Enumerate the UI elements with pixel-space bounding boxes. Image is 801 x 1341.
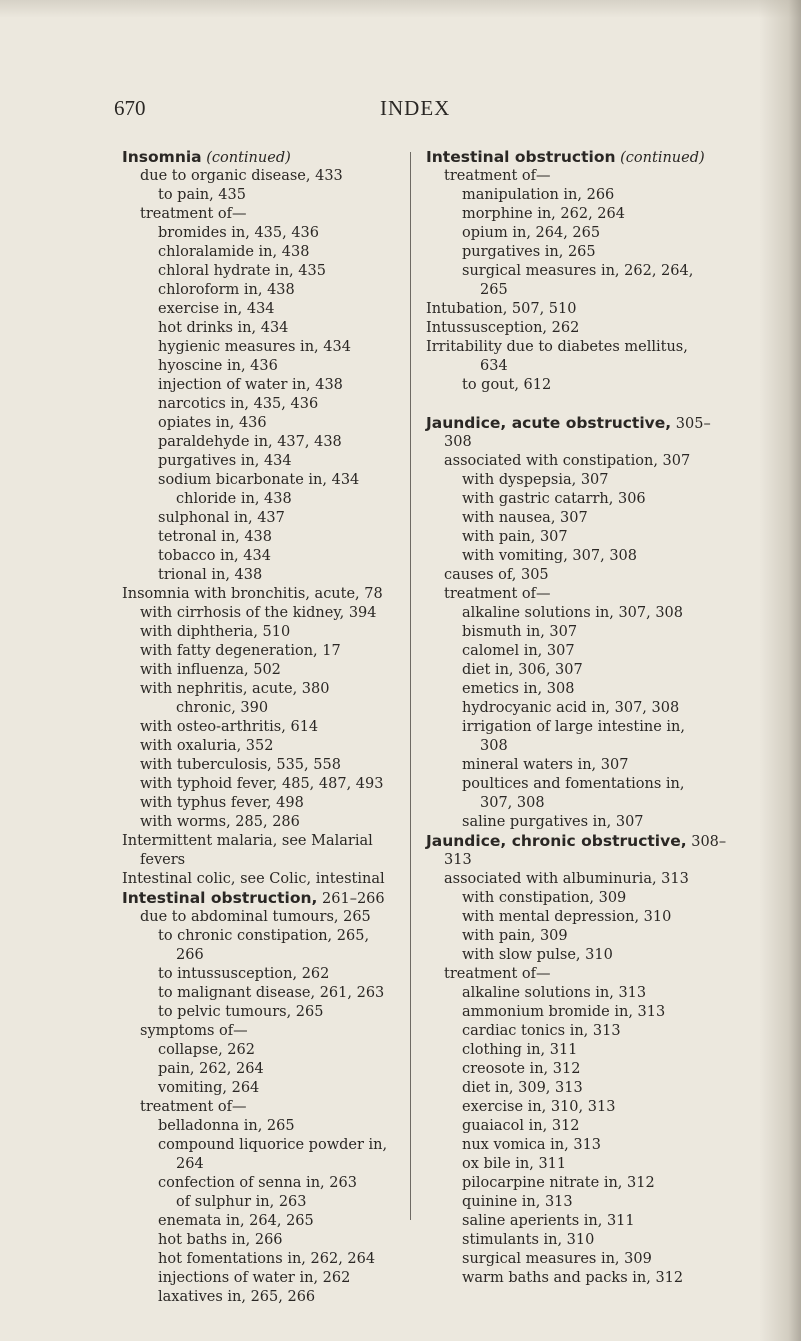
entry-text: to intussusception, 262 — [158, 966, 330, 982]
entry-text: 308– — [686, 834, 727, 850]
entry-text: quinine in, 313 — [462, 1194, 573, 1210]
entry-text: compound liquorice powder in, — [158, 1137, 388, 1153]
entry-text: hygienic measures in, 434 — [158, 339, 351, 355]
entry-text: tetronal in, 438 — [158, 529, 272, 545]
entry-text: to gout, 612 — [462, 377, 552, 393]
index-subentry — [426, 1231, 756, 1250]
index-entry — [122, 889, 422, 908]
index-subentry — [426, 1117, 756, 1136]
entry-heading: Jaundice, chronic obstructive, — [426, 832, 687, 850]
entry-heading: Intestinal obstruction — [426, 148, 616, 166]
index-subentry — [122, 509, 422, 528]
index-subentry — [426, 699, 756, 718]
entry-text: Intubation, 507, 510 — [426, 301, 577, 317]
index-subentry — [122, 680, 422, 699]
index-subentry — [426, 756, 756, 775]
entry-text: with cirrhosis of the kidney, 394 — [140, 605, 377, 621]
entry-text: paraldehyde in, 437, 438 — [158, 434, 342, 450]
entry-text: nux vomica in, 313 — [462, 1137, 602, 1153]
entry-text: Intussusception, 262 — [426, 320, 580, 336]
entry-text: cardiac tonics in, 313 — [462, 1023, 621, 1039]
index-subentry — [426, 851, 756, 870]
index-subentry — [426, 509, 756, 528]
entry-text: exercise in, 434 — [158, 301, 275, 317]
entry-text: 264 — [176, 1156, 204, 1172]
index-subentry — [122, 965, 422, 984]
index-subentry — [122, 167, 422, 186]
entry-text: treatment of— — [444, 586, 551, 602]
entry-text: treatment of— — [140, 1099, 247, 1115]
index-subentry — [122, 1288, 422, 1307]
entry-text: confection of senna in, 263 — [158, 1175, 357, 1191]
entry-text: irrigation of large intestine in, — [462, 719, 686, 735]
entry-text: hot fomentations in, 262, 264 — [158, 1251, 376, 1267]
entry-text: sulphonal in, 437 — [158, 510, 285, 526]
index-subentry — [122, 642, 422, 661]
index-subentry — [122, 319, 422, 338]
entry-text: Irritability due to diabetes mellitus, — [426, 339, 688, 355]
entry-text: trional in, 438 — [158, 567, 263, 583]
entry-text: stimulants in, 310 — [462, 1232, 595, 1248]
index-subentry — [426, 1155, 756, 1174]
index-subentry — [122, 224, 422, 243]
index-subentry — [426, 1003, 756, 1022]
entry-text: surgical measures in, 262, 264, — [462, 263, 694, 279]
entry-text: morphine in, 262, 264 — [462, 206, 625, 222]
entry-text: causes of, 305 — [444, 567, 549, 583]
index-subentry — [122, 357, 422, 376]
entry-text: collapse, 262 — [158, 1042, 255, 1058]
index-subentry — [426, 680, 756, 699]
index-subentry — [122, 1250, 422, 1269]
entry-text: pilocarpine nitrate in, 312 — [462, 1175, 655, 1191]
index-subentry — [426, 566, 756, 585]
entry-text: ox bile in, 311 — [462, 1156, 567, 1172]
index-subentry — [426, 1136, 756, 1155]
index-entry — [122, 148, 422, 167]
entry-text: exercise in, 310, 313 — [462, 1099, 616, 1115]
entry-text: emetics in, 308 — [462, 681, 575, 697]
index-subentry — [122, 1041, 422, 1060]
entry-spacer — [426, 395, 756, 414]
entry-text: chloralamide in, 438 — [158, 244, 310, 260]
entry-text: injection of water in, 438 — [158, 377, 343, 393]
index-subentry — [122, 262, 422, 281]
entry-text: 307, 308 — [480, 795, 545, 811]
entry-text: calomel in, 307 — [462, 643, 575, 659]
entry-text: ammonium bromide in, 313 — [462, 1004, 666, 1020]
index-subentry — [426, 433, 756, 452]
entry-text: to malignant disease, 261, 263 — [158, 985, 385, 1001]
entry-text: with nausea, 307 — [462, 510, 588, 526]
entry-text: associated with constipation, 307 — [444, 453, 691, 469]
entry-text: 634 — [480, 358, 508, 374]
index-subentry — [426, 167, 756, 186]
index-subentry — [122, 547, 422, 566]
page-edge-shadow — [759, 0, 801, 1341]
entry-heading: Jaundice, acute obstructive, — [426, 414, 672, 432]
index-subentry — [122, 794, 422, 813]
entry-text: laxatives in, 265, 266 — [158, 1289, 316, 1305]
index-subentry — [426, 946, 756, 965]
index-subentry — [122, 1269, 422, 1288]
entry-text: poultices and fomentations in, — [462, 776, 685, 792]
index-subentry — [122, 338, 422, 357]
entry-text: belladonna in, 265 — [158, 1118, 295, 1134]
entry-text: to chronic constipation, 265, — [158, 928, 370, 944]
entry-text: bismuth in, 307 — [462, 624, 578, 640]
index-subentry — [426, 585, 756, 604]
entry-text: chloride in, 438 — [176, 491, 292, 507]
entry-text: purgatives in, 265 — [462, 244, 596, 260]
index-subentry — [426, 1079, 756, 1098]
entry-text: with pain, 307 — [462, 529, 568, 545]
entry-text: diet in, 309, 313 — [462, 1080, 583, 1096]
index-entry — [426, 832, 756, 851]
entry-text: pain, 262, 264 — [158, 1061, 264, 1077]
entry-heading: Insomnia — [122, 148, 202, 166]
index-subentry — [122, 376, 422, 395]
entry-text: guaiacol in, 312 — [462, 1118, 580, 1134]
page-number: 670 — [114, 96, 146, 120]
index-subentry — [122, 908, 422, 927]
entry-text: treatment of— — [140, 206, 247, 222]
entry-text: clothing in, 311 — [462, 1042, 578, 1058]
entry-text: surgical measures in, 309 — [462, 1251, 652, 1267]
index-column-right — [426, 148, 756, 1288]
continued-label: (continued) — [206, 150, 291, 166]
entry-text: to pain, 435 — [158, 187, 246, 203]
entry-text: mineral waters in, 307 — [462, 757, 629, 773]
entry-text: warm baths and packs in, 312 — [462, 1270, 684, 1286]
entry-text: with slow pulse, 310 — [462, 947, 613, 963]
index-subentry — [426, 737, 756, 756]
entry-text: due to abdominal tumours, 265 — [140, 909, 371, 925]
index-subentry — [426, 547, 756, 566]
index-subentry — [426, 528, 756, 547]
index-subentry — [426, 908, 756, 927]
entry-text: to pelvic tumours, 265 — [158, 1004, 324, 1020]
index-subentry — [426, 224, 756, 243]
entry-text: narcotics in, 435, 436 — [158, 396, 319, 412]
index-subentry — [122, 984, 422, 1003]
index-subentry — [122, 490, 422, 509]
index-subentry — [426, 1022, 756, 1041]
index-subentry — [426, 1193, 756, 1212]
index-subentry — [426, 718, 756, 737]
index-subentry — [122, 1231, 422, 1250]
index-entry — [426, 300, 756, 319]
index-subentry — [122, 756, 422, 775]
index-subentry — [426, 243, 756, 262]
index-subentry — [122, 623, 422, 642]
index-entry — [122, 832, 422, 851]
index-subentry — [426, 623, 756, 642]
index-subentry — [122, 414, 422, 433]
index-subentry — [122, 1060, 422, 1079]
index-subentry — [122, 946, 422, 965]
entry-text: fevers — [140, 852, 186, 868]
entry-text: treatment of— — [444, 168, 551, 184]
index-subentry — [122, 205, 422, 224]
index-subentry — [426, 1212, 756, 1231]
index-subentry — [122, 395, 422, 414]
entry-text: with nephritis, acute, 380 — [140, 681, 330, 697]
entry-text: bromides in, 435, 436 — [158, 225, 320, 241]
index-subentry — [122, 775, 422, 794]
entry-text: alkaline solutions in, 307, 308 — [462, 605, 684, 621]
entry-text: enemata in, 264, 265 — [158, 1213, 314, 1229]
index-subentry — [426, 813, 756, 832]
entry-text: diet in, 306, 307 — [462, 662, 583, 678]
index-subentry — [122, 1193, 422, 1212]
entry-text: 265 — [480, 282, 508, 298]
index-subentry — [122, 528, 422, 547]
entry-text: 266 — [176, 947, 204, 963]
index-subentry — [122, 661, 422, 680]
index-subentry — [426, 794, 756, 813]
index-subentry — [426, 775, 756, 794]
index-subentry — [122, 1155, 422, 1174]
entry-text: saline purgatives in, 307 — [462, 814, 644, 830]
index-subentry — [426, 642, 756, 661]
entry-heading: Intestinal obstruction, — [122, 889, 318, 907]
column-divider — [410, 152, 411, 1220]
index-subentry — [426, 376, 756, 395]
index-subentry — [122, 1003, 422, 1022]
entry-text: hot baths in, 266 — [158, 1232, 283, 1248]
index-subentry — [122, 1079, 422, 1098]
index-subentry — [426, 357, 756, 376]
index-subentry — [426, 1250, 756, 1269]
index-subentry — [426, 452, 756, 471]
index-entry — [426, 148, 756, 167]
entry-text: vomiting, 264 — [158, 1080, 260, 1096]
index-subentry — [426, 1269, 756, 1288]
entry-text: with influenza, 502 — [140, 662, 281, 678]
index-subentry — [122, 300, 422, 319]
entry-text: with mental depression, 310 — [462, 909, 672, 925]
entry-text: with oxaluria, 352 — [140, 738, 274, 754]
index-subentry — [426, 186, 756, 205]
index-entry — [122, 585, 422, 604]
entry-text: 305– — [671, 416, 711, 432]
index-subentry — [122, 243, 422, 262]
index-subentry — [426, 1060, 756, 1079]
entry-text: 313 — [444, 852, 472, 868]
entry-text: with fatty degeneration, 17 — [140, 643, 341, 659]
entry-text: with worms, 285, 286 — [140, 814, 300, 830]
entry-text: with constipation, 309 — [462, 890, 627, 906]
index-subentry — [122, 604, 422, 623]
index-entry — [426, 414, 756, 433]
entry-text: with typhus fever, 498 — [140, 795, 304, 811]
entry-text: sodium bicarbonate in, 434 — [158, 472, 360, 488]
entry-text: with tuberculosis, 535, 558 — [140, 757, 341, 773]
index-subentry — [122, 186, 422, 205]
index-subentry — [122, 452, 422, 471]
index-subentry — [122, 699, 422, 718]
entry-text: due to organic disease, 433 — [140, 168, 343, 184]
index-subentry — [426, 262, 756, 281]
entry-text: opiates in, 436 — [158, 415, 267, 431]
index-subentry — [122, 1022, 422, 1041]
entry-text: hydrocyanic acid in, 307, 308 — [462, 700, 680, 716]
index-subentry — [122, 471, 422, 490]
index-subentry — [122, 927, 422, 946]
entry-text: treatment of— — [444, 966, 551, 982]
entry-text: manipulation in, 266 — [462, 187, 615, 203]
index-subentry — [426, 281, 756, 300]
entry-text: 308 — [480, 738, 508, 754]
index-subentry — [426, 1174, 756, 1193]
index-subentry — [122, 1212, 422, 1231]
index-subentry — [426, 490, 756, 509]
index-subentry — [122, 851, 422, 870]
entry-text: with typhoid fever, 485, 487, 493 — [140, 776, 384, 792]
entry-text: opium in, 264, 265 — [462, 225, 601, 241]
entry-text: Insomnia with bronchitis, acute, 78 — [122, 586, 383, 602]
index-subentry — [122, 281, 422, 300]
index-subentry — [426, 471, 756, 490]
index-subentry — [122, 433, 422, 452]
entry-text: hot drinks in, 434 — [158, 320, 289, 336]
entry-text: symptoms of— — [140, 1023, 248, 1039]
index-subentry — [122, 1117, 422, 1136]
entry-text: creosote in, 312 — [462, 1061, 581, 1077]
entry-text: hyoscine in, 436 — [158, 358, 278, 374]
index-subentry — [122, 718, 422, 737]
entry-text: chloral hydrate in, 435 — [158, 263, 326, 279]
index-subentry — [122, 1136, 422, 1155]
index-subentry — [426, 927, 756, 946]
entry-text: injections of water in, 262 — [158, 1270, 351, 1286]
entry-text: with gastric catarrh, 306 — [462, 491, 646, 507]
entry-text: Intestinal colic, see Colic, intestinal — [122, 871, 385, 887]
index-entry — [426, 338, 756, 357]
page-top-shadow — [0, 0, 801, 18]
entry-text: chronic, 390 — [176, 700, 269, 716]
entry-text: with osteo-arthritis, 614 — [140, 719, 319, 735]
index-column-left — [122, 148, 422, 1307]
entry-text: chloroform in, 438 — [158, 282, 295, 298]
entry-text: associated with albuminuria, 313 — [444, 871, 689, 887]
page-header — [0, 96, 801, 126]
running-head: INDEX — [380, 96, 451, 120]
entry-text: saline aperients in, 311 — [462, 1213, 635, 1229]
entry-text: alkaline solutions in, 313 — [462, 985, 647, 1001]
index-subentry — [122, 1174, 422, 1193]
entry-text: purgatives in, 434 — [158, 453, 292, 469]
index-subentry — [122, 813, 422, 832]
index-subentry — [122, 566, 422, 585]
entry-text: with dyspepsia, 307 — [462, 472, 609, 488]
entry-text: with pain, 309 — [462, 928, 568, 944]
index-subentry — [426, 984, 756, 1003]
index-subentry — [426, 870, 756, 889]
entry-text: 308 — [444, 434, 472, 450]
index-subentry — [426, 1098, 756, 1117]
index-subentry — [426, 661, 756, 680]
entry-text: 261–266 — [317, 891, 385, 907]
entry-text: of sulphur in, 263 — [176, 1194, 307, 1210]
index-subentry — [426, 965, 756, 984]
index-entry — [122, 870, 422, 889]
entry-text: with vomiting, 307, 308 — [462, 548, 638, 564]
continued-label: (continued) — [620, 150, 705, 166]
entry-text: Intermittent malaria, see Malarial — [122, 833, 373, 849]
index-subentry — [122, 737, 422, 756]
index-entry — [426, 319, 756, 338]
index-subentry — [426, 205, 756, 224]
index-subentry — [426, 604, 756, 623]
entry-text: with diphtheria, 510 — [140, 624, 291, 640]
entry-text: tobacco in, 434 — [158, 548, 271, 564]
index-subentry — [426, 1041, 756, 1060]
index-subentry — [426, 889, 756, 908]
index-subentry — [122, 1098, 422, 1117]
